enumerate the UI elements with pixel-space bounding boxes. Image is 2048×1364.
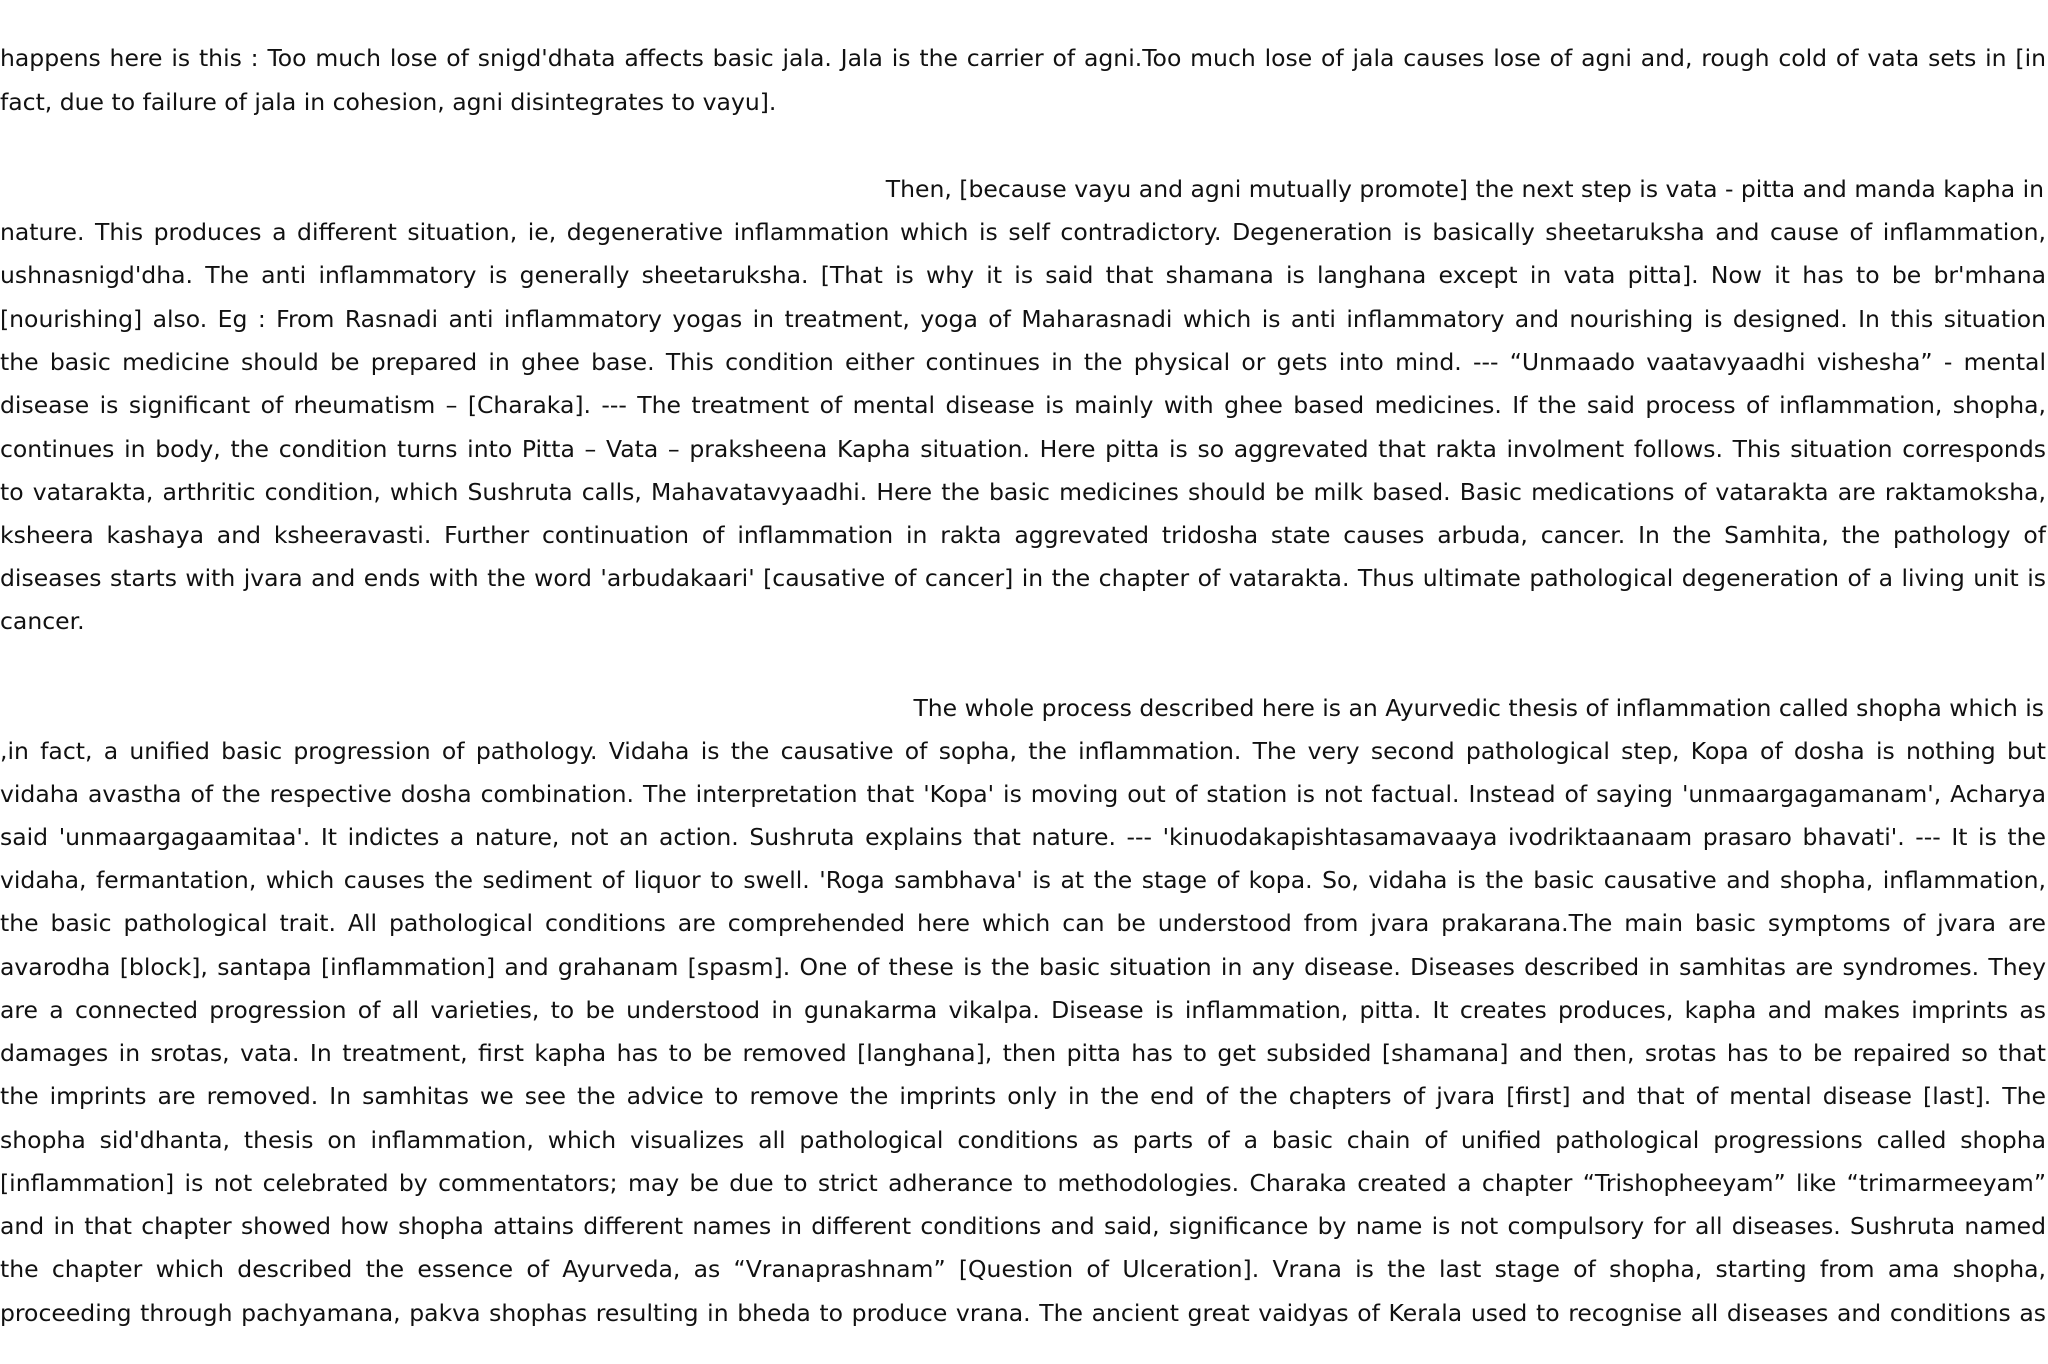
paragraph-1-line-1: happens here is this : Too much lose of snigd'dhata affects basic jala. Jala is the carrier of agni.Too much lose of jala causes lose of agni and, rough cold of vata sets in [in bbox=[0, 44, 2046, 72]
paragraph-3-line-8: are a connected progression of all varieties, to be understood in gunakarma vikalpa. Disease is inflammation, pitta. It creates produces, kapha and makes imprints as bbox=[0, 996, 2046, 1024]
paragraph-3-line-5: vidaha, fermantation, which causes the sediment of liquor to swell. 'Roga sambhava' is at the stage of kopa. So, vidaha is the basic causative and shopha, inflammation, bbox=[0, 866, 2046, 894]
paragraph-2-line-8: to vatarakta, arthritic condition, which Sushruta calls, Mahavatavyaadhi. Here the basic medicines should be milk based. Basic medications of vatarakta are raktamoksha, bbox=[0, 478, 2046, 506]
paragraph-3-line-7: avarodha [block], santapa [inflammation] and grahanam [spasm]. One of these is the basic situation in any disease. Diseases described in samhitas are syndromes. They bbox=[0, 953, 2046, 981]
paragraph-2-line-5: the basic medicine should be prepared in ghee base. This condition either continues in the physical or gets into mind. --- “Unmaado vaatavyaadhi vishesha” - mental bbox=[0, 348, 2046, 376]
paragraph-3-line-4: said 'unmaargagaamitaa'. It indictes a nature, not an action. Sushruta explains that nature. --- 'kinuodakapishtasamavaaya ivodriktaanaam prasaro bhavati'. --- It is the bbox=[0, 823, 2046, 851]
paragraph-3-line-12: [inflammation] is not celebrated by commentators; may be due to strict adherance to methodologies. Charaka created a chapter “Trishopheeyam” like “trimarmeeyam” bbox=[0, 1169, 2046, 1197]
paragraph-2-line-3: ushnasnigd'dha. The anti inflammatory is generally sheetaruksha. [That is why it is said that shamana is langhana except in vata pitta]. Now it has to be br'mhana bbox=[0, 261, 2046, 289]
paragraph-3-line-13: and in that chapter showed how shopha attains different names in different conditions and said, significance by name is not compulsory for all diseases. Sushruta named bbox=[0, 1212, 2046, 1240]
paragraph-3-line-9: damages in srotas, vata. In treatment, first kapha has to be removed [langhana], then pitta has to get subsided [shamana] and then, srotas has to be repaired so that bbox=[0, 1039, 2046, 1067]
paragraph-3-line-15: proceeding through pachyamana, pakva shophas resulting in bheda to produce vrana. The ancient great vaidyas of Kerala used to recognise all diseases and conditions as bbox=[0, 1299, 2046, 1327]
paragraph-3-line-3: vidaha avastha of the respective dosha combination. The interpretation that 'Kopa' is moving out of station is not factual. Instead of saying 'unmaargagamanam', Acharya bbox=[0, 780, 2046, 808]
paragraph-3-line-1: The whole process described here is an Ayurvedic thesis of inflammation called shopha which is bbox=[913, 694, 2044, 722]
paragraph-2-line-1: Then, [because vayu and agni mutually promote] the next step is vata - pitta and manda kapha in bbox=[885, 175, 2044, 203]
paragraph-2-line-2: nature. This produces a different situation, ie, degenerative inflammation which is self contradictory. Degeneration is basically sheetaruksha and cause of inflammation, bbox=[0, 218, 2046, 246]
paragraph-2-line-7: continues in body, the condition turns into Pitta – Vata – praksheena Kapha situation. Here pitta is so aggrevated that rakta involment follows. This situation corresponds bbox=[0, 435, 2046, 463]
paragraph-3-line-6: the basic pathological trait. All pathological conditions are comprehended here which can be understood from jvara prakarana.The main basic symptoms of jvara are bbox=[0, 909, 2046, 937]
paragraph-3-line-2: ,in fact, a unified basic progression of pathology. Vidaha is the causative of sopha, the inflammation. The very second pathological step, Kopa of dosha is nothing but bbox=[0, 737, 2046, 765]
paragraph-2-line-6: disease is significant of rheumatism – [Charaka]. --- The treatment of mental disease is mainly with ghee based medicines. If the said process of inflammation, shopha, bbox=[0, 391, 2046, 419]
paragraph-3-line-11: shopha sid'dhanta, thesis on inflammation, which visualizes all pathological conditions as parts of a basic chain of unified pathological progressions called shopha bbox=[0, 1126, 2046, 1154]
paragraph-3-line-10: the imprints are removed. In samhitas we see the advice to remove the imprints only in the end of the chapters of jvara [first] and that of mental disease [last]. The bbox=[0, 1082, 2046, 1110]
paragraph-2-line-11: cancer. bbox=[0, 607, 85, 635]
paragraph-1-line-2: fact, due to failure of jala in cohesion, agni disintegrates to vayu]. bbox=[0, 88, 777, 116]
paragraph-2-line-9: ksheera kashaya and ksheeravasti. Further continuation of inflammation in rakta aggrevated tridosha state causes arbuda, cancer. In the Samhita, the pathology of bbox=[0, 521, 2046, 549]
paragraph-2-line-10: diseases starts with jvara and ends with the word 'arbudakaari' [causative of cancer] in the chapter of vatarakta. Thus ultimate pathological degeneration of a living unit is bbox=[0, 564, 2046, 592]
paragraph-3-line-14: the chapter which described the essence of Ayurveda, as “Vranaprashnam” [Question of Ulceration]. Vrana is the last stage of shopha, starting from ama shopha, bbox=[0, 1255, 2046, 1283]
paragraph-2-line-4: [nourishing] also. Eg : From Rasnadi anti inflammatory yogas in treatment, yoga of Maharasnadi which is anti inflammatory and nourishing is designed. In this situation bbox=[0, 305, 2046, 333]
